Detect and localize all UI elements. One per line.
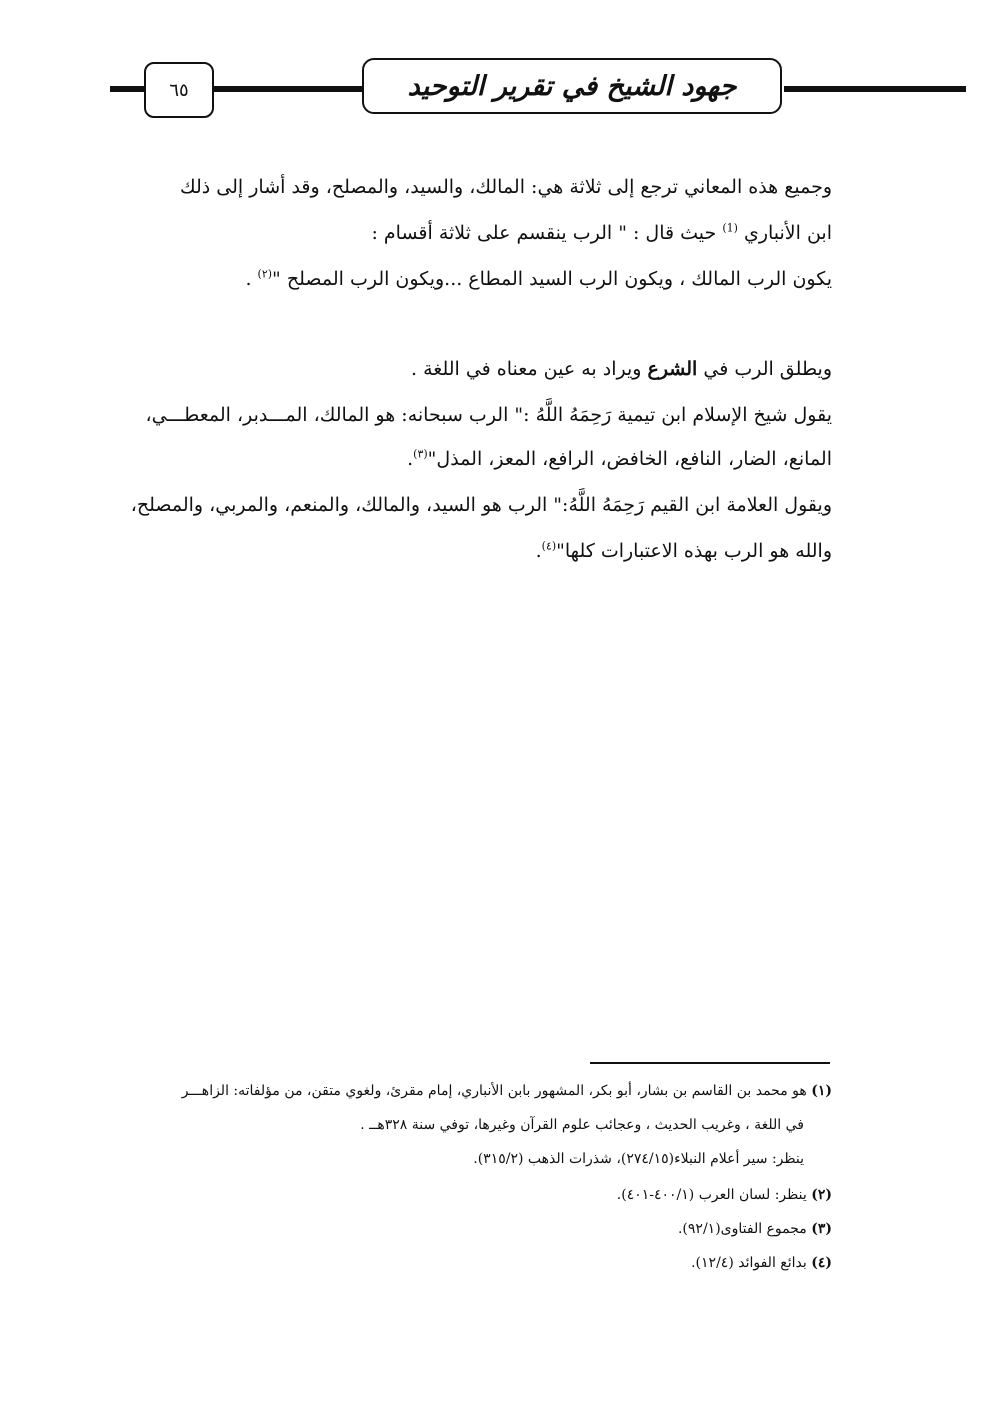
footnote-text: في اللغة ، وغريب الحديث ، وعجائب علوم القرآن وغيرها، توفي سنة ٣٢٨هــ . [360,1117,804,1133]
header-rule-left [110,86,146,92]
header-rule-right [784,86,966,92]
footnote-number: (٢) [811,1187,832,1203]
body-text: يقول شيخ الإسلام ابن تيمية رَحِمَهُ اللَّهُ :" الرب سبحانه: هو المالك، المـــدبر، المعطـــي، [145,404,832,426]
header-title: جهود الشيخ في تقرير التوحيد [362,58,782,114]
footnote-1-cont [473,1148,804,1170]
footnote-4 [691,1252,832,1274]
footnote-number: (١) [811,1083,832,1099]
footnote-number: (٣) [811,1221,832,1237]
footnote-number: (٤) [811,1255,832,1271]
body-text: . [407,448,414,470]
body-text: يكون الرب المالك ، ويكون الرب السيد المطاع ...ويكون الرب المصلح " [272,268,832,290]
body-text: ويقول العلامة ابن القيم رَحِمَهُ اللَّهُ:" الرب هو السيد، والمالك، والمنعم، والمربي، والمصلح، [130,494,832,516]
body-line [145,400,832,430]
footnote-ref[interactable]: (٢) [257,267,273,281]
body-text: . [245,268,258,290]
body-text: . [535,540,542,562]
footnote-1 [182,1080,832,1102]
body-line [536,536,832,566]
body-line [130,490,832,520]
body-line [407,444,832,474]
footnote-text: بدائع الفوائد (١٢/٤). [691,1255,807,1271]
body-line [371,218,832,248]
body-text: والله هو الرب بهذه الاعتبارات كلها" [556,540,832,562]
footnote-ref[interactable]: (1) [722,221,738,235]
footnote-text: ينظر: سير أعلام النبلاء(٢٧٤/١٥)، شذرات الذهب (٣١٥/٢). [473,1151,804,1167]
footnote-3 [678,1218,832,1240]
footnote-ref[interactable]: (٤) [541,539,557,553]
body-text: ابن الأنباري [743,222,832,244]
footnote-1-cont [360,1114,804,1136]
body-line [245,264,832,294]
body-text: حيث قال : " الرب ينقسم على ثلاثة أقسام : [371,222,723,244]
footnote-text: مجموع الفتاوى(٩٢/١). [677,1221,807,1237]
footnote-separator [590,1062,830,1064]
header-rule-middle [214,86,364,92]
body-line [411,354,832,384]
body-line [182,172,832,202]
body-text: المانع، الضار، النافع، الخافض، الرافع، المعز، المذل" [427,448,832,470]
page-number: ٦٥ [144,62,214,118]
footnote-text: هو محمد بن القاسم بن بشار، أبو بكر، المشهور بابن الأنباري، إمام مقرئ، ولغوي متقن، من مؤلفاته: الزاهـــر [181,1083,807,1099]
body-text: ويطلق الرب في [697,358,832,380]
footnote-text: ينظر: لسان العرب (٤٠٠/١-٤٠١). [616,1187,807,1203]
body-text: وجميع هذه المعاني ترجع إلى ثلاثة هي: المالك، والسيد، والمصلح، وقد أشار إلى ذلك [180,176,832,198]
body-text: ويراد به عين معناه في اللغة . [411,358,648,380]
bold-term: الشرع [647,358,698,380]
footnote-ref[interactable]: (٣) [413,447,428,461]
footnote-2 [617,1184,832,1206]
